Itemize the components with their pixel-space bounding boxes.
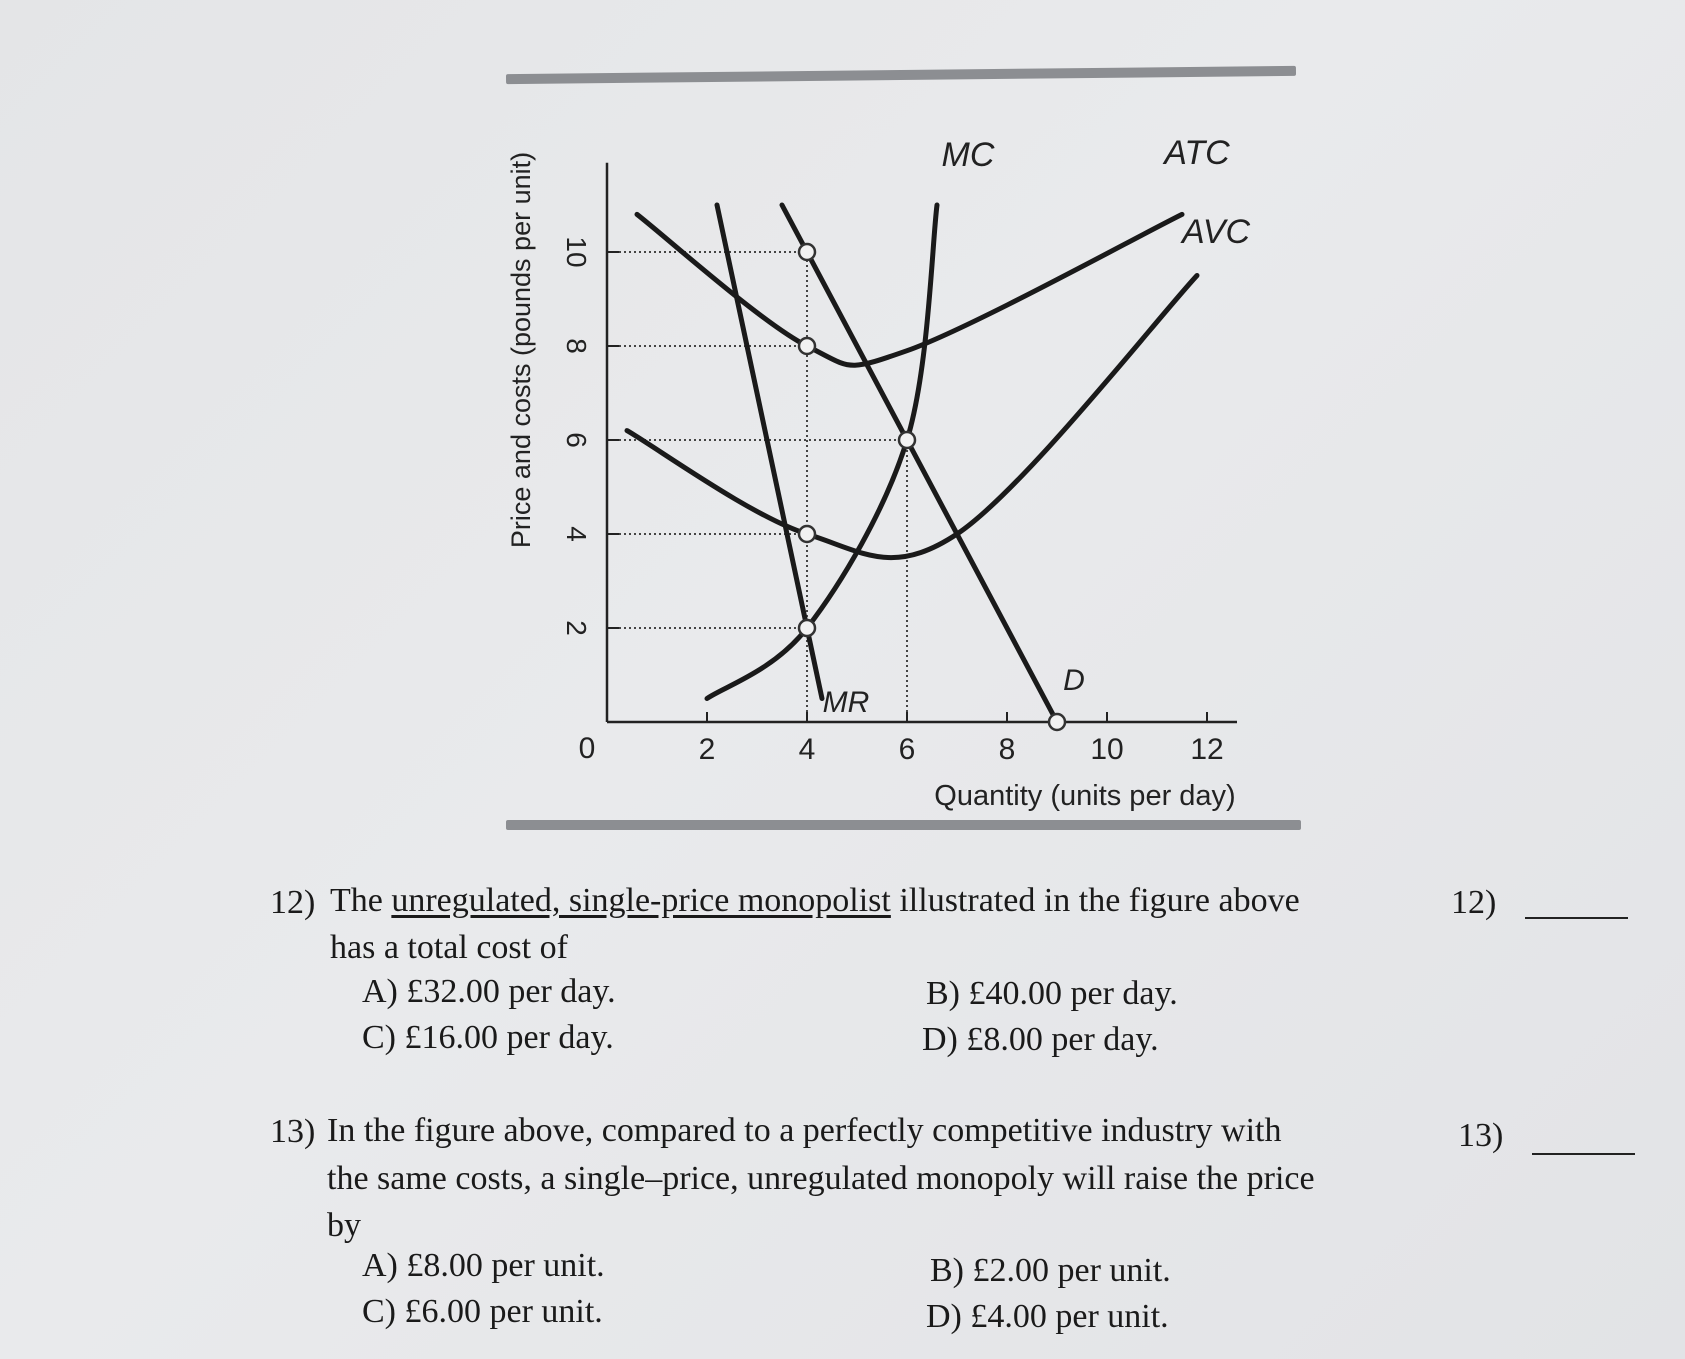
x-axis-label: Quantity (units per day) xyxy=(934,780,1236,812)
y-tick-label: 4 xyxy=(561,526,592,542)
x-tick-label: 12 xyxy=(1190,733,1224,766)
y-tick-label: 8 xyxy=(561,338,592,354)
d-label: D xyxy=(1063,664,1085,697)
y-tick-label: 6 xyxy=(561,432,592,448)
answer-12-blank[interactable] xyxy=(1525,917,1628,919)
question-12-text-line2: has a total cost of xyxy=(330,929,568,966)
point-marker xyxy=(799,620,815,636)
x-tick-label: 4 xyxy=(798,733,816,766)
q13-option-b[interactable]: B) £2.00 per unit. xyxy=(930,1252,1171,1289)
axes xyxy=(607,163,1237,722)
q12-option-c[interactable]: C) £16.00 per day. xyxy=(362,1019,614,1056)
y-tick-label: 10 xyxy=(561,236,592,268)
avc-label: AVC xyxy=(1181,213,1251,251)
question-12-number: 12) xyxy=(270,884,316,921)
question-12-text xyxy=(330,878,1300,924)
atc-label: ATC xyxy=(1164,134,1230,172)
y-axis-label: Price and costs (pounds per unit) xyxy=(506,151,536,549)
question-12-text-part3: illustrated in the figure above xyxy=(890,882,1300,919)
mr-label: MR xyxy=(822,686,870,719)
origin-label: 0 xyxy=(578,732,596,765)
mc-label: MC xyxy=(941,136,995,174)
point-marker xyxy=(799,244,815,260)
x-tick-label: 8 xyxy=(998,733,1016,766)
question-13-text-line3: by xyxy=(327,1207,361,1244)
question-12-text-part1: The xyxy=(330,882,392,919)
question-13-text-line2: the same costs, a single–price, unregulated monopoly will raise the price xyxy=(327,1160,1315,1197)
d-curve xyxy=(782,205,1057,722)
q13-option-a[interactable]: A) £8.00 per unit. xyxy=(362,1247,605,1284)
x-tick-label: 6 xyxy=(898,733,916,766)
answer-13-label: 13) xyxy=(1458,1117,1504,1154)
tick-labels xyxy=(561,236,1224,766)
dotted-reference-lines xyxy=(619,252,907,712)
point-marker xyxy=(799,338,815,354)
point-marker xyxy=(899,432,915,448)
atc-curve xyxy=(637,214,1182,365)
x-tick-label: 10 xyxy=(1090,733,1124,766)
question-13-number: 13) xyxy=(270,1113,316,1150)
point-marker xyxy=(1049,714,1065,730)
q12-option-b[interactable]: B) £40.00 per day. xyxy=(926,975,1178,1012)
question-12-underlined-phrase: unregulated, single-price monopolist xyxy=(391,882,891,919)
answer-12-label: 12) xyxy=(1451,884,1497,921)
point-marker xyxy=(799,526,815,542)
q12-option-a[interactable]: A) £32.00 per day. xyxy=(362,973,616,1010)
x-tick-label: 2 xyxy=(698,733,716,766)
y-tick-label: 2 xyxy=(561,620,592,636)
q13-option-c[interactable]: C) £6.00 per unit. xyxy=(362,1293,603,1330)
answer-13-blank[interactable] xyxy=(1532,1153,1635,1155)
curves xyxy=(627,205,1197,722)
q13-option-d[interactable]: D) £4.00 per unit. xyxy=(926,1298,1169,1335)
q12-option-d[interactable]: D) £8.00 per day. xyxy=(922,1021,1159,1058)
curve-labels xyxy=(823,134,1251,719)
question-13-text-line1: In the figure above, compared to a perfectly competitive industry with xyxy=(327,1112,1282,1149)
